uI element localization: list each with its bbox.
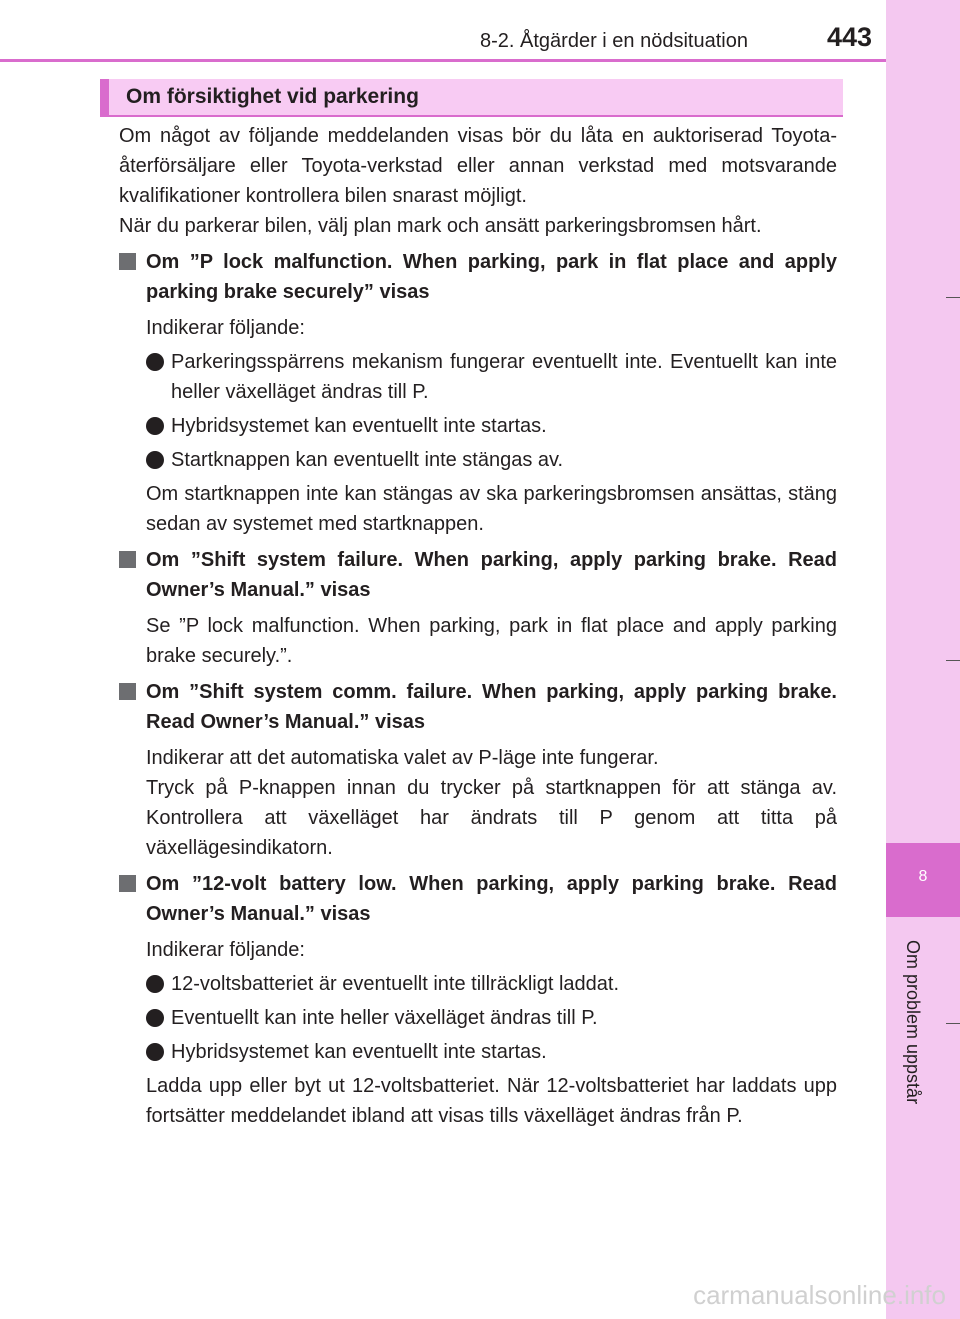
running-header: 8-2. Åtgärder i en nödsituation <box>480 30 748 52</box>
list-item: 12-voltsbatteriet är eventuellt inte tillräckligt laddat. <box>119 969 837 999</box>
square-bullet-icon <box>119 253 136 270</box>
bullet-dot-icon <box>146 417 164 435</box>
chapter-number: 8 <box>918 868 928 885</box>
list-item: Parkeringsspärrens mekanism fungerar eventuellt inte. Eventuellt kan inte heller växelläget ändras till P. <box>119 347 837 407</box>
bullet-dot-icon <box>146 975 164 993</box>
page-body <box>119 121 837 1135</box>
page-number: 443 <box>827 22 873 52</box>
item-text: Indikerar att det automatiska valet av P-läge inte fungerar. <box>146 747 659 769</box>
watermark: carmanualsonline.info <box>693 1280 946 1310</box>
item-heading: Om ”Shift system failure. When parking, apply parking brake. Read Owner’s Manual.” visas <box>119 545 837 605</box>
item-heading: Om ”Shift system comm. failure. When parking, apply parking brake. Read Owner’s Manual.” visas <box>119 677 837 737</box>
margin-tick <box>946 1023 960 1024</box>
item-heading: Om ”P lock malfunction. When parking, park in flat place and apply parking brake securely” visas <box>119 247 837 307</box>
section-heading-box <box>100 79 843 115</box>
header-rule <box>0 59 886 62</box>
margin-tick <box>946 660 960 661</box>
item-text: Se ”P lock malfunction. When parking, park in flat place and apply parking brake securely.”. <box>146 615 837 667</box>
section-underline <box>100 115 843 117</box>
list-item: Eventuellt kan inte heller växelläget ändras till P. <box>119 1003 837 1033</box>
bullet-dot-icon <box>146 1043 164 1061</box>
square-bullet-icon <box>119 683 136 700</box>
item-lead: Indikerar följande: <box>146 317 305 339</box>
item-heading: Om ”12-volt battery low. When parking, apply parking brake. Read Owner’s Manual.” visas <box>119 869 837 929</box>
item-note: Ladda upp eller byt ut 12-voltsbatteriet. När 12-voltsbatteriet har laddats upp fortsätter meddelandet ibland att visas tills växelläget ändras från P. <box>146 1075 837 1127</box>
item-lead: Indikerar följande: <box>146 939 305 961</box>
bullet-dot-icon <box>146 1009 164 1027</box>
bullet-dot-icon <box>146 451 164 469</box>
square-bullet-icon <box>119 875 136 892</box>
list-item: Hybridsystemet kan eventuellt inte startas. <box>119 1037 837 1067</box>
list-item: Startknappen kan eventuellt inte stängas av. <box>119 445 837 475</box>
intro-paragraph: Om något av följande meddelanden visas bör du låta en auktoriserad Toyota-återförsäljare eller Toyota-verkstad eller annan verkstad med motsvarande kvalifikationer kontrollera bilen snarast möjligt. <box>119 125 837 207</box>
intro-paragraph-2: När du parkerar bilen, välj plan mark och ansätt parkeringsbromsen hårt. <box>119 215 762 237</box>
chapter-title: Om problem uppstår <box>903 940 923 1105</box>
item-text-2: Tryck på P-knappen innan du trycker på startknappen för att stänga av. Kontrollera att växelläget har ändrats till P genom att titta på växellägesindikatorn. <box>146 777 837 859</box>
section-title: Om försiktighet vid parkering <box>126 85 419 108</box>
item-note: Om startknappen inte kan stängas av ska parkeringsbromsen ansättas, stäng sedan av systemet med startknappen. <box>146 483 837 535</box>
margin-tick <box>946 297 960 298</box>
square-bullet-icon <box>119 551 136 568</box>
bullet-dot-icon <box>146 353 164 371</box>
list-item: Hybridsystemet kan eventuellt inte startas. <box>119 411 837 441</box>
